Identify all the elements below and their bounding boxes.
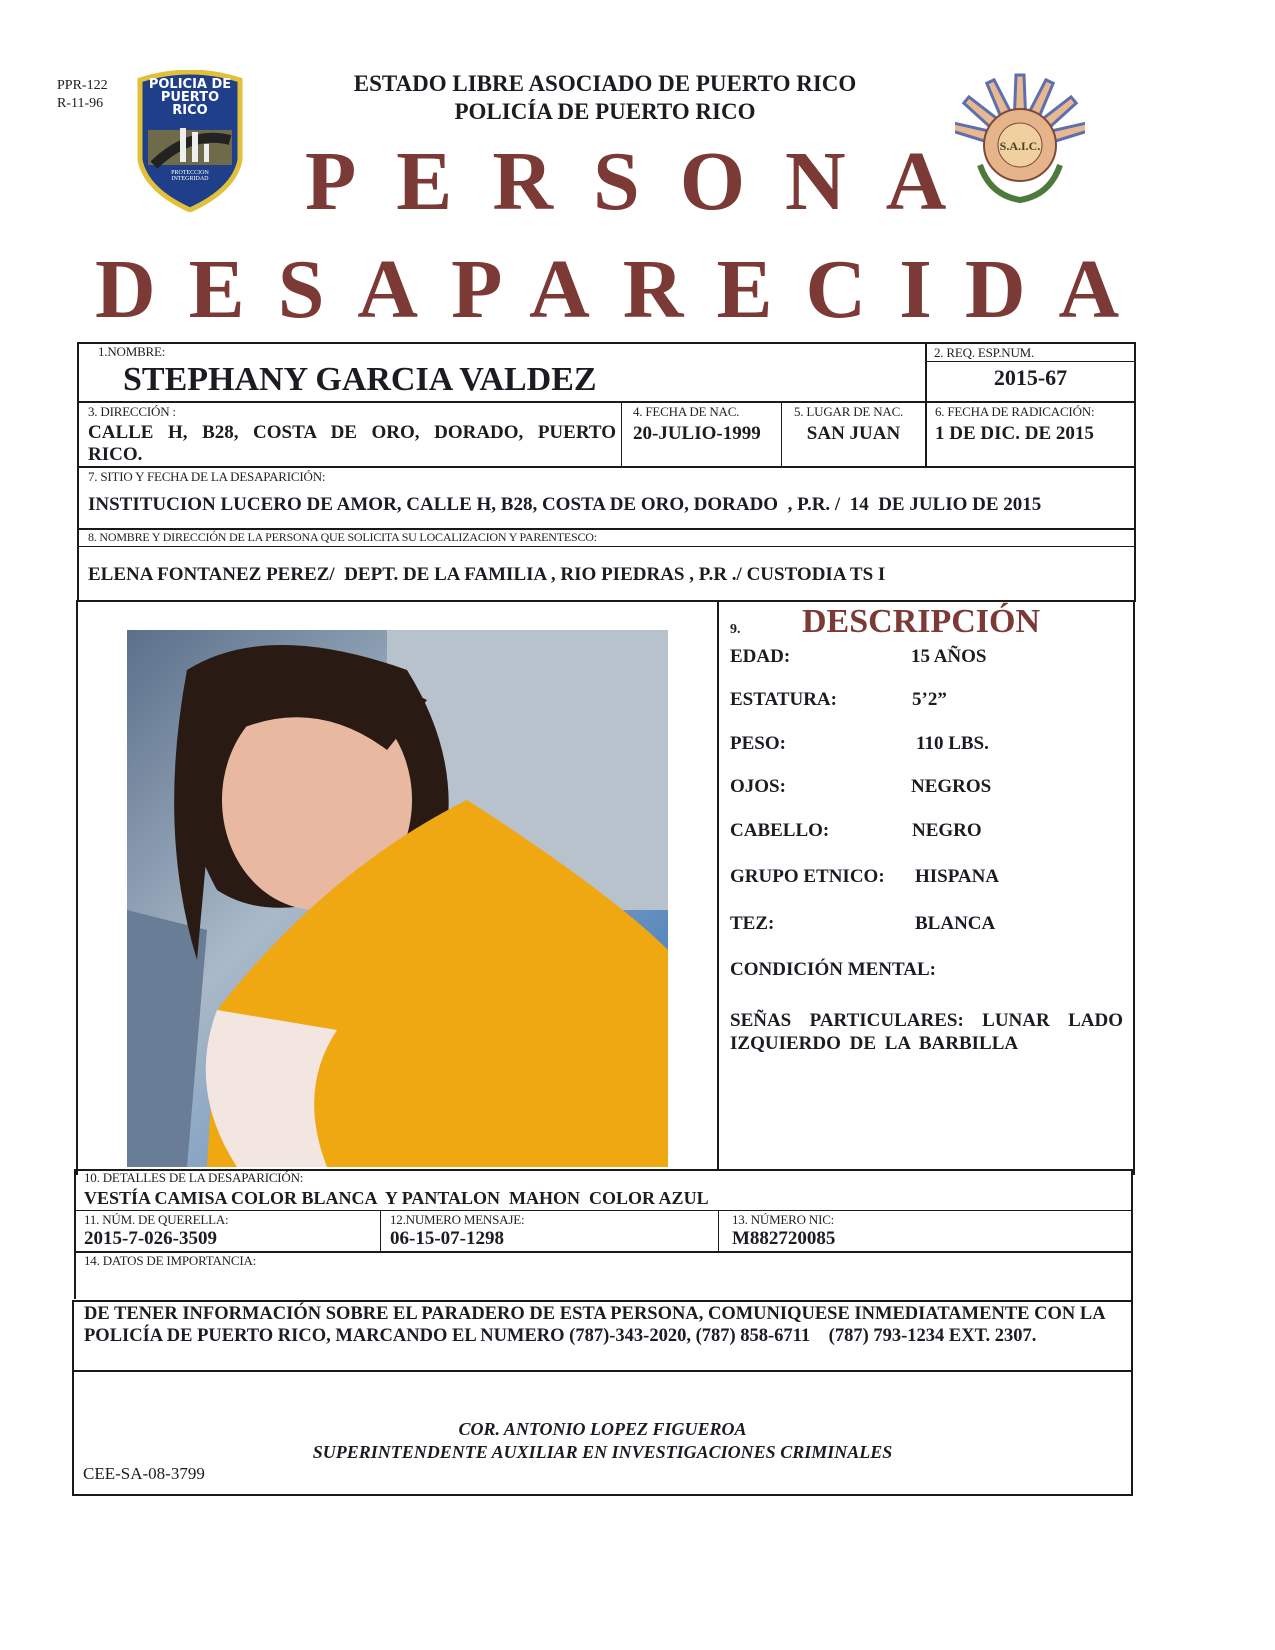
desc-key: TEZ: [730, 913, 775, 934]
importancia-label: 14. DATOS DE IMPORTANCIA: [84, 1253, 257, 1268]
fecha-nac-value: 20-JULIO-1999 [633, 423, 761, 444]
radicacion-label: 6. FECHA DE RADICACIÓN: [935, 404, 1095, 419]
desc-key: OJOS: [730, 776, 786, 797]
req-value: 2015-67 [993, 365, 1068, 390]
direccion-label: 3. DIRECCIÓN : [88, 404, 176, 419]
form-code-line: R-11-96 [57, 96, 104, 111]
form-code [57, 77, 108, 113]
desc-key: EDAD: [730, 646, 791, 667]
mensaje-label: 12.NUMERO MENSAJE: [390, 1212, 525, 1227]
mensaje-value: 06-15-07-1298 [390, 1228, 504, 1249]
querella-label: 11. NÚM. DE QUERELLA: [84, 1212, 229, 1227]
title-desaparecida: DESAPARECIDA [95, 243, 1153, 336]
req-label: 2. REQ. ESP.NUM. [934, 345, 1035, 360]
signature-name: COR. ANTONIO LOPEZ FIGUEROA [458, 1419, 747, 1439]
header-line-1: ESTADO LIBRE ASOCIADO DE PUERTO RICO [353, 71, 857, 96]
descripcion-title: DESCRIPCIÓN [802, 603, 1041, 640]
badge-motto: PROTECCION INTEGRIDAD [171, 170, 209, 182]
svg-text:S.A.I.C.: S.A.I.C. [999, 139, 1041, 153]
solicita-label: 8. NOMBRE Y DIRECCIÓN DE LA PERSONA QUE SOLICITA SU LOCALIZACION Y PARENTESCO: [88, 530, 597, 544]
nombre-value: STEPHANY GARCIA VALDEZ [123, 361, 597, 398]
desc-value: 5’2” [912, 689, 947, 710]
desc-value: NEGROS [911, 776, 992, 797]
radicacion-value: 1 DE DIC. DE 2015 [935, 423, 1094, 444]
desc-key: CONDICIÓN MENTAL: [730, 959, 937, 980]
contact-instructions: DE TENER INFORMACIÓN SOBRE EL PARADERO DE ESTA PERSONA, COMUNIQUESE INMEDIATAMENTE CON LA POLICÍA DE PUERTO RICO, MARCANDO EL NUMERO (787)-343-2020, (787) 858-6711 (787) 793-1234 EXT. 2307. [84, 1304, 1110, 1346]
desc-value: NEGRO [912, 820, 982, 841]
desc-key: CABELLO: [730, 820, 830, 841]
nic-label: 13. NÚMERO NIC: [732, 1212, 835, 1227]
desc-key: GRUPO ETNICO: [730, 866, 885, 887]
form-code-line: PPR-122 [57, 78, 108, 93]
descripcion-number: 9. [730, 622, 741, 637]
querella-value: 2015-7-026-3509 [84, 1228, 217, 1249]
header-line-2: POLICÍA DE PUERTO RICO [454, 99, 756, 124]
desc-value: BLANCA [915, 913, 996, 934]
nic-value: M882720085 [732, 1228, 836, 1249]
senas-particulares: SEÑAS PARTICULARES: LUNAR LADO IZQUIERDO DE LA BARBILLA [730, 1010, 1123, 1054]
police-badge-logo [134, 70, 246, 212]
sitio-label: 7. SITIO Y FECHA DE LA DESAPARICIÓN: [88, 469, 326, 484]
desc-key: PESO: [730, 733, 786, 754]
missing-person-photo [127, 630, 668, 1167]
nombre-label: 1.NOMBRE: [98, 344, 166, 359]
footer-code: CEE-SA-08-3799 [83, 1464, 205, 1483]
lugar-nac-value: SAN JUAN [806, 423, 901, 444]
detalles-value: VESTÍA CAMISA COLOR BLANCA Y PANTALON MAHON COLOR AZUL [84, 1188, 709, 1208]
fecha-nac-label: 4. FECHA DE NAC. [633, 404, 740, 419]
desc-value: 110 LBS. [916, 733, 989, 754]
title-persona: PERSONA [305, 135, 987, 228]
signature-title: SUPERINTENDENTE AUXILIAR EN INVESTIGACIONES CRIMINALES [312, 1442, 893, 1462]
lugar-nac-label: 5. LUGAR DE NAC. [794, 404, 904, 419]
badge-text: POLICIA DE PUERTO RICO [148, 77, 232, 118]
sitio-value: INSTITUCION LUCERO DE AMOR, CALLE H, B28, COSTA DE ORO, DORADO , P.R. / 14 DE JULIO DE 2015 [88, 494, 1042, 515]
desc-value: 15 AÑOS [911, 646, 987, 667]
detalles-label: 10. DETALLES DE LA DESAPARICIÓN: [84, 1170, 304, 1185]
desc-value: HISPANA [915, 866, 1000, 887]
direccion-value: CALLE H, B28, COSTA DE ORO, DORADO, PUERTO RICO. [88, 422, 616, 465]
solicita-value: ELENA FONTANEZ PEREZ/ DEPT. DE LA FAMILIA , RIO PIEDRAS , P.R ./ CUSTODIA TS I [88, 564, 886, 585]
desc-key: ESTATURA: [730, 689, 837, 710]
